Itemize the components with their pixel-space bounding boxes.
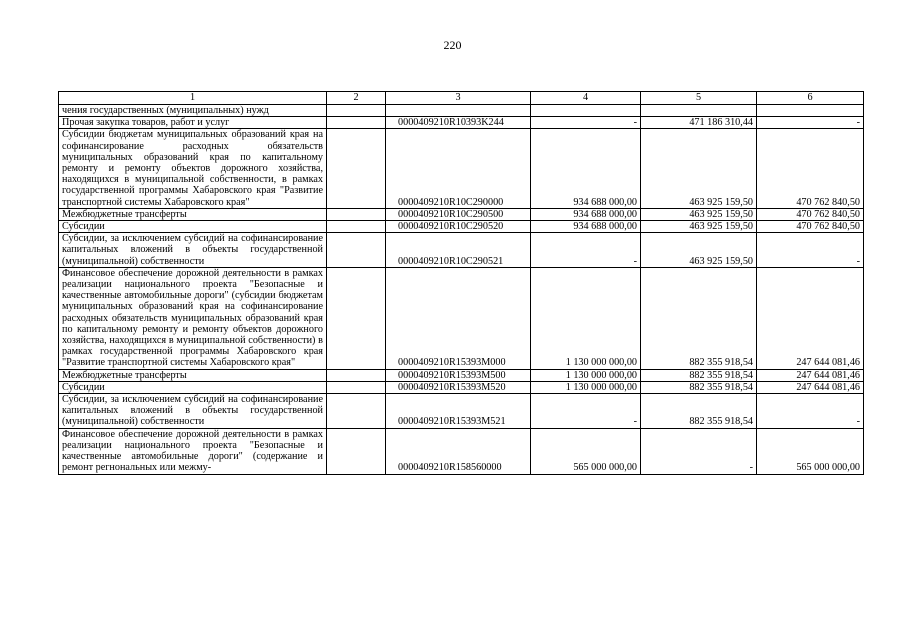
table-row — [59, 221, 864, 233]
row-value-4: 565 000 000,00 — [531, 428, 641, 474]
row-value-6: 247 644 081,46 — [757, 369, 864, 381]
table-row — [59, 381, 864, 393]
table-row — [59, 117, 864, 129]
row-value-5: 471 186 310,44 — [641, 117, 757, 129]
row-value-4: 934 688 000,00 — [531, 221, 641, 233]
page-number: 220 — [443, 38, 462, 52]
row-code: 0000409210R10C290500 — [386, 208, 531, 220]
row-value-5: 463 925 159,50 — [641, 208, 757, 220]
table-row — [59, 233, 864, 268]
row-col2 — [327, 208, 386, 220]
row-name: Прочая закупка товаров, работ и услуг — [59, 117, 327, 129]
table-row — [59, 369, 864, 381]
row-name: Субсидии бюджетам муниципальных образований края на софинансирование расходных обязательств муниципальных образований края по капитальному ремонту и ремонту объектов дорожного хозяйства, находящихся в муниципальной собственности, в рамках государственной программы Хабаровского края "Развитие транспортной системы Хабаровского края" — [59, 129, 327, 208]
row-value-4: 1 130 000 000,00 — [531, 381, 641, 393]
row-value-6: 565 000 000,00 — [757, 428, 864, 474]
row-name: Финансовое обеспечение дорожной деятельности в рамках реализации национального проекта "Безопасные и качественные автомобильные дороги" (субсидии бюджетам муниципальных образований края на софинансирование расходных обязательств муниципальных образований края по капитальному ремонту и ремонту объектов дорожного хозяйства, находящихся в муниципальной собственности) в рамках государственной программы Хабаровского края "Развитие транспортной системы Хабаровского края" — [59, 267, 327, 369]
table-row — [59, 105, 864, 117]
row-name: чения государственных (муниципальных) нужд — [59, 105, 327, 117]
row-value-6 — [757, 105, 864, 117]
row-value-4: 1 130 000 000,00 — [531, 369, 641, 381]
row-col2 — [327, 129, 386, 208]
row-col2 — [327, 394, 386, 429]
header-cell-5: 5 — [641, 92, 757, 105]
header-cell-3: 3 — [386, 92, 531, 105]
row-value-6: - — [757, 117, 864, 129]
row-code: 0000409210R158560000 — [386, 428, 531, 474]
row-code: 0000409210R15393M520 — [386, 381, 531, 393]
row-value-6: 470 762 840,50 — [757, 129, 864, 208]
row-value-5: 463 925 159,50 — [641, 221, 757, 233]
row-value-4: - — [531, 233, 641, 268]
table-header-row — [59, 92, 864, 105]
row-name: Субсидии — [59, 381, 327, 393]
table-row — [59, 208, 864, 220]
row-value-4: - — [531, 117, 641, 129]
row-col2 — [327, 381, 386, 393]
row-code — [386, 105, 531, 117]
row-col2 — [327, 428, 386, 474]
row-value-5 — [641, 105, 757, 117]
table-row — [59, 394, 864, 429]
row-name: Финансовое обеспечение дорожной деятельности в рамках реализации национального проекта "Безопасные и качественные автомобильные дороги" (содержание и ремонт регнональных или межму- — [59, 428, 327, 474]
row-value-5: 882 355 918,54 — [641, 369, 757, 381]
row-value-4: 934 688 000,00 — [531, 208, 641, 220]
row-value-5: 882 355 918,54 — [641, 267, 757, 369]
row-value-4: 934 688 000,00 — [531, 129, 641, 208]
row-value-6: 247 644 081,46 — [757, 267, 864, 369]
row-code: 0000409210R15393M500 — [386, 369, 531, 381]
header-cell-4: 4 — [531, 92, 641, 105]
table-row — [59, 129, 864, 208]
row-value-5: 882 355 918,54 — [641, 381, 757, 393]
header-cell-6: 6 — [757, 92, 864, 105]
row-value-6: - — [757, 233, 864, 268]
row-col2 — [327, 105, 386, 117]
row-code: 0000409210R10C290521 — [386, 233, 531, 268]
header-cell-1: 1 — [59, 92, 327, 105]
row-value-6: - — [757, 394, 864, 429]
row-col2 — [327, 221, 386, 233]
row-code: 0000409210R10C290520 — [386, 221, 531, 233]
row-value-5: - — [641, 428, 757, 474]
row-name: Межбюджетные трансферты — [59, 369, 327, 381]
row-name: Субсидии, за исключением субсидий на софинансирование капитальных вложений в объекты государственной (муниципальной) собственности — [59, 233, 327, 268]
row-name: Субсидии — [59, 221, 327, 233]
row-value-4 — [531, 105, 641, 117]
row-code: 0000409210R15393M521 — [386, 394, 531, 429]
row-value-5: 882 355 918,54 — [641, 394, 757, 429]
header-cell-2: 2 — [327, 92, 386, 105]
row-col2 — [327, 267, 386, 369]
row-value-6: 247 644 081,46 — [757, 381, 864, 393]
budget-table — [58, 91, 864, 475]
row-value-4: 1 130 000 000,00 — [531, 267, 641, 369]
row-code: 0000409210R10393K244 — [386, 117, 531, 129]
row-col2 — [327, 233, 386, 268]
row-code: 0000409210R15393M000 — [386, 267, 531, 369]
row-col2 — [327, 117, 386, 129]
row-col2 — [327, 369, 386, 381]
table-row — [59, 267, 864, 369]
row-name: Межбюджетные трансферты — [59, 208, 327, 220]
table-row — [59, 428, 864, 474]
row-value-4: - — [531, 394, 641, 429]
row-value-5: 463 925 159,50 — [641, 233, 757, 268]
row-value-6: 470 762 840,50 — [757, 221, 864, 233]
row-value-5: 463 925 159,50 — [641, 129, 757, 208]
row-name: Субсидии, за исключением субсидий на софинансирование капитальных вложений в объекты государственной (муниципальной) собственности — [59, 394, 327, 429]
row-code: 0000409210R10C290000 — [386, 129, 531, 208]
row-value-6: 470 762 840,50 — [757, 208, 864, 220]
